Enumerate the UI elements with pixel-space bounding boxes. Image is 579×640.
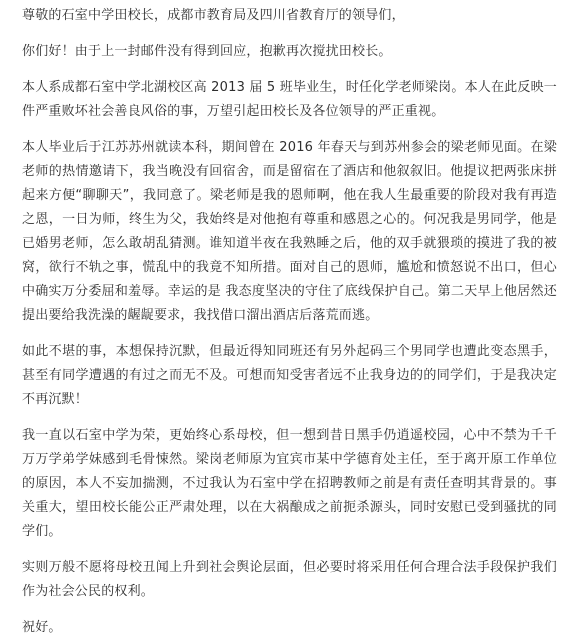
paragraph-warning: 实则万般不愿将母校丑闻上升到社会舆论层面，但必要时将采用任何合理合法手段保护我们作为社会公民的权利。 bbox=[22, 560, 557, 599]
paragraph-request: 我一直以石室中学为荣，更始终心系母校，但一想到昔日黑手仍逍遥校园，心中不禁为千千万万学弟学妹感到毛骨悚然。梁岗老师原为宜宾市某中学德育处主任，至于离开原工作单位的原因，本人不妄加揣测，不过我认为石室中学在招聘教师之前是有责任查明其背景的。事关重大，望田校长能公正严肃处理，以在大祸酿成之前扼杀源头，同时安慰已受到骚扰的同学们。 bbox=[22, 428, 557, 539]
greeting: 你们好！由于上一封邮件没有得到回应，抱歉再次搅扰田校长。 bbox=[22, 44, 392, 59]
salutation: 尊敬的石室中学田校长，成都市教育局及四川省教育厅的领导们， bbox=[22, 8, 405, 23]
paragraph-intro: 本人系成都石室中学北湖校区高 2013 届 5 班毕业生，时任化学老师梁岗。本人在此反映一件严重败坏社会善良风俗的事，万望引起田校长及各位领导的严正重视。 bbox=[22, 80, 557, 119]
paragraph-decision: 如此不堪的事，本想保持沉默，但最近得知同班还有另外起码三个男同学也遭此变态黑手，甚至有同学遭遇的有过之而无不及。可想而知受害者远不止我身边的的同学们，于是我决定不再沉默！ bbox=[22, 344, 557, 407]
paragraph-incident: 本人毕业后于江苏苏州就读本科，期间曾在 2016 年春天与到苏州参会的梁老师见面。在梁老师的热情邀请下，我当晚没有回宿舍，而是留宿在了酒店和他叙叙旧。他提议把两张床拼起来方便“聊聊天”，我同意了。梁老师是我的恩师啊，他在我人生最重要的阶段对我有再造之恩，一日为师，终生为父，我始终是对他抱有尊重和感恩之心的。何况我是男同学，他是已婚男老师，怎么敢胡乱猜测。谁知道半夜在我熟睡之后，他的双手就猥琐的摸进了我的被窝，欲行不轨之事，慌乱中的我竟不知所措。面对自己的恩师，尴尬和愤怒说不出口，但心中确实万分委屈和羞辱。幸运的是 我态度坚决的守住了底线保护自己。第二天早上他居然还提出要给我洗澡的龌龊要求，我找借口溜出酒店后落荒而逃。 bbox=[22, 140, 557, 323]
closing: 祝好。 bbox=[22, 620, 62, 635]
